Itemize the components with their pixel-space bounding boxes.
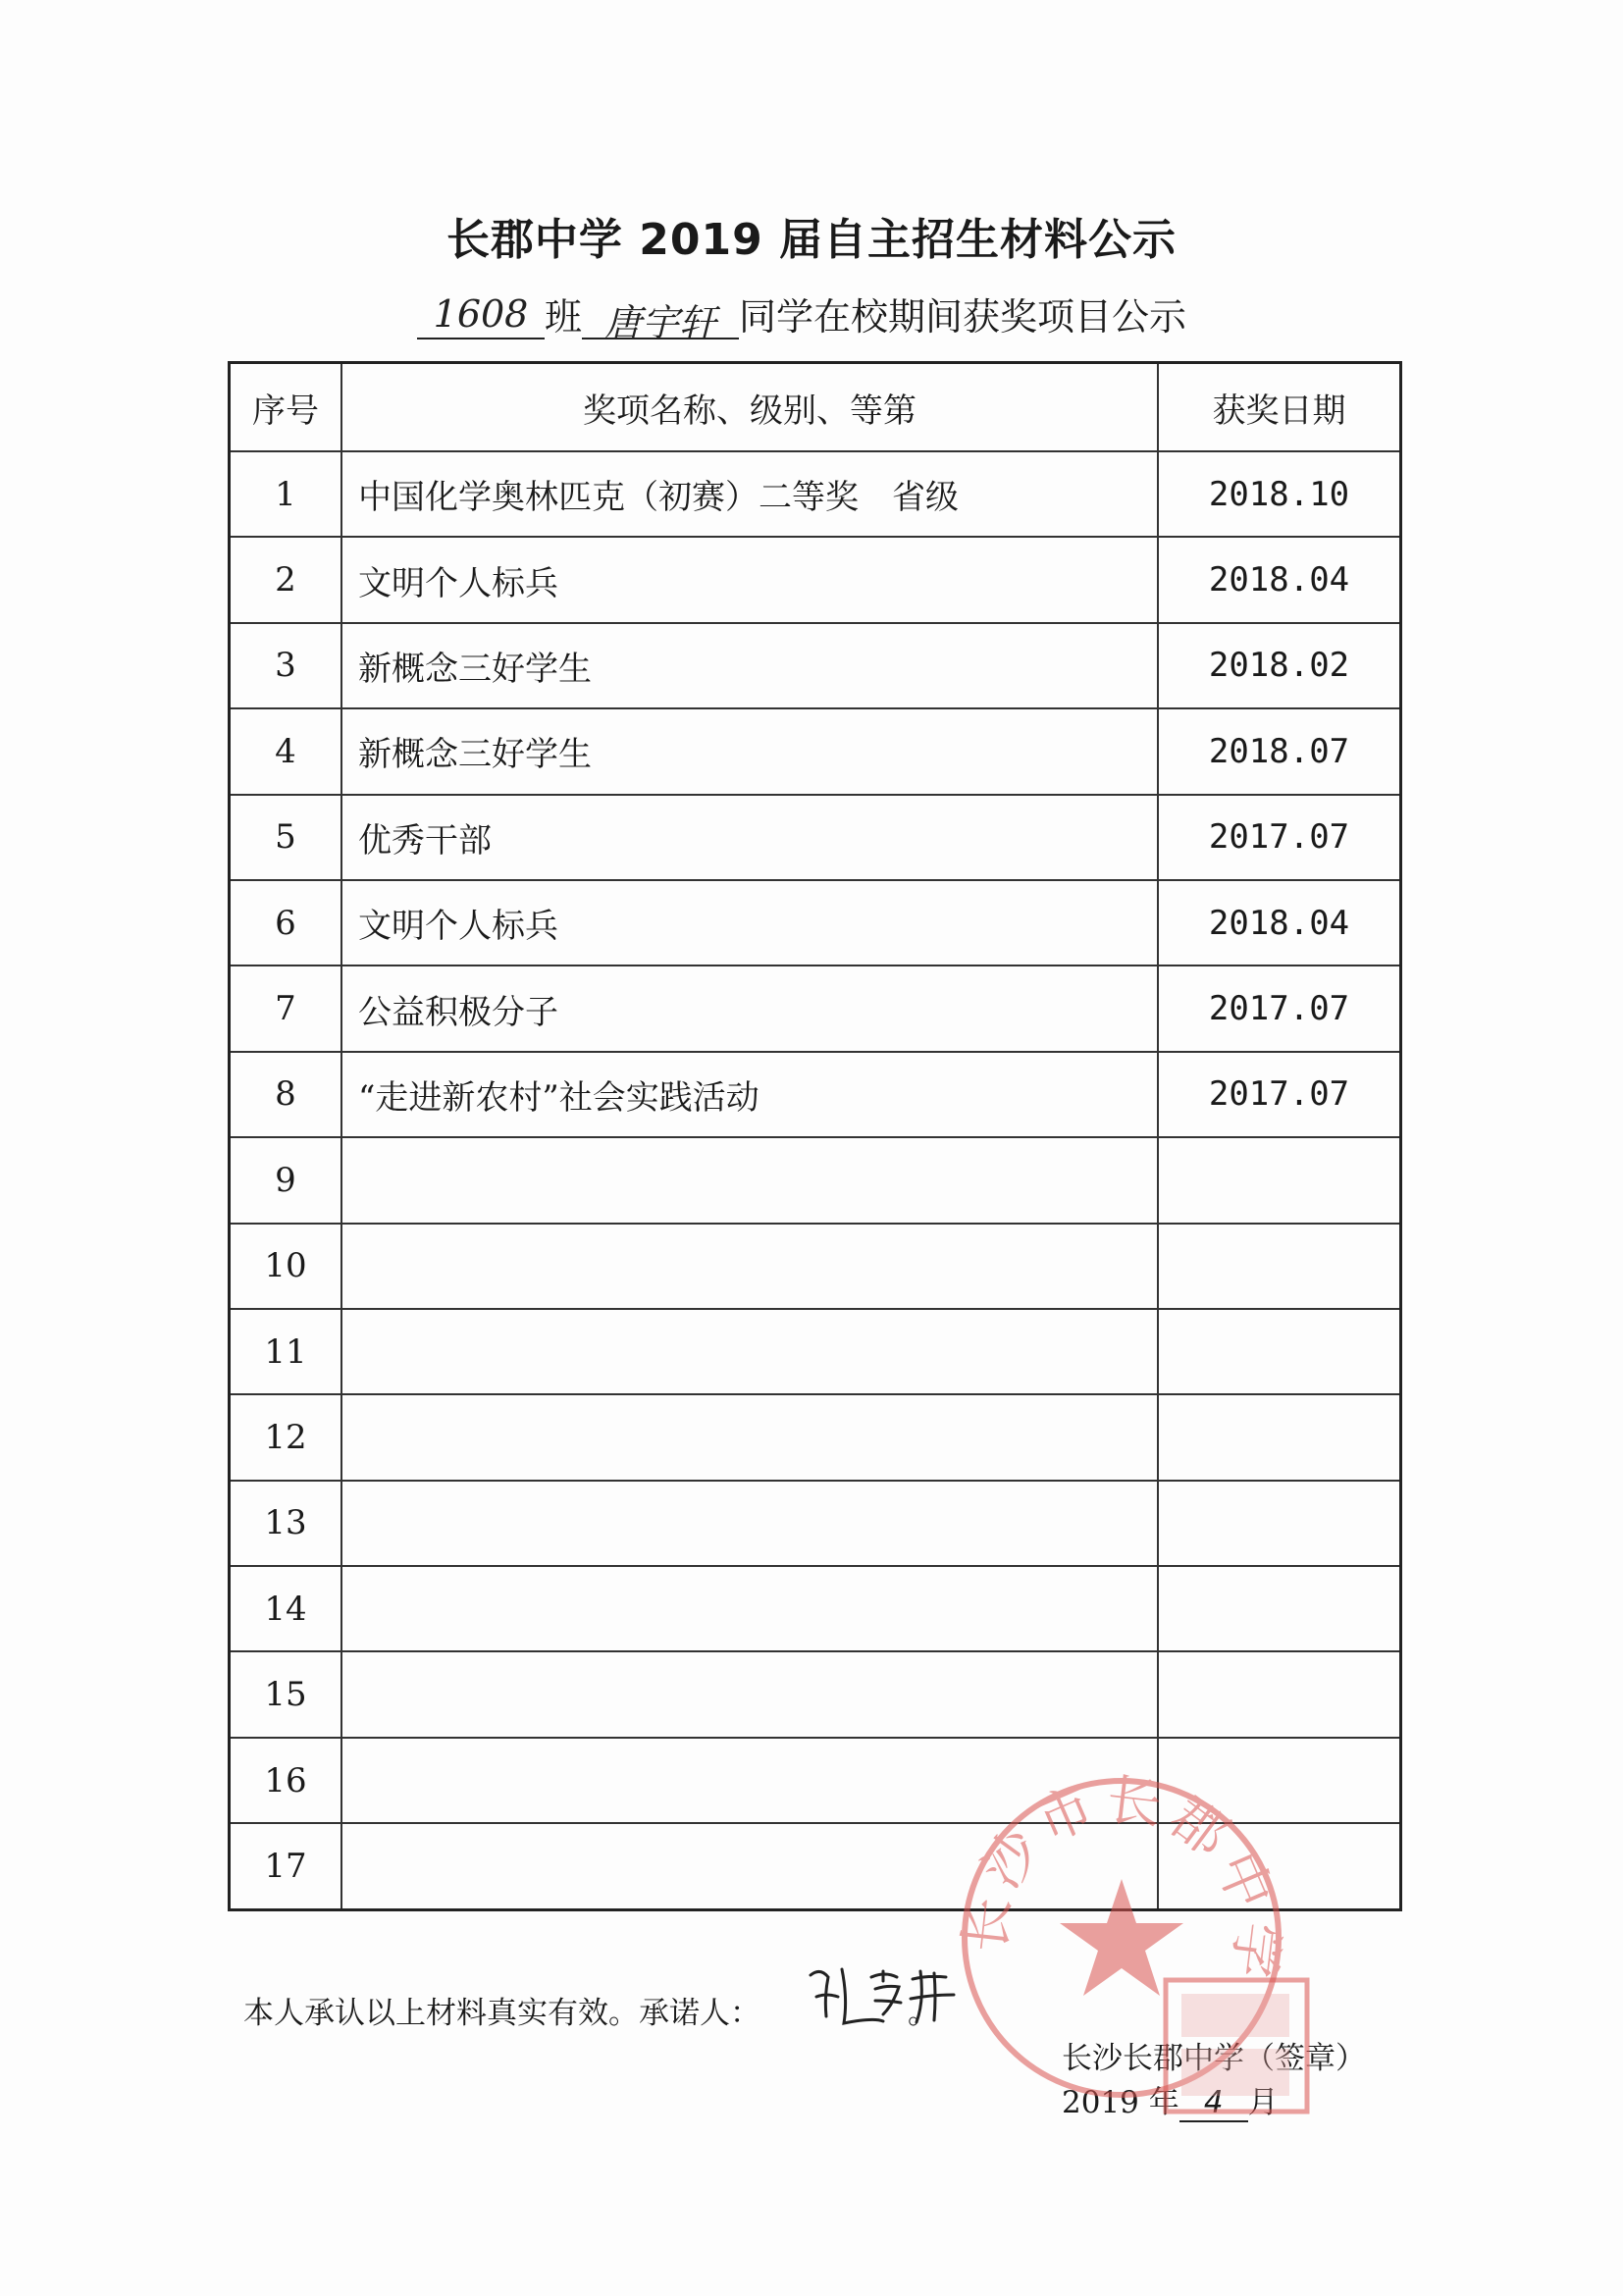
date-month-label: 月 [1247,2085,1279,2120]
row-award-name [341,1137,1158,1223]
row-index: 7 [230,965,342,1051]
row-award-name: “走进新农村”社会实践活动 [341,1052,1158,1137]
row-award-name [341,1823,1158,1909]
row-index: 9 [230,1137,342,1223]
row-award-name: 文明个人标兵 [341,880,1158,965]
table-row [230,1738,1401,1823]
row-index: 4 [230,708,342,794]
table-row [230,1309,1401,1394]
row-award-name [341,1481,1158,1566]
row-index: 5 [230,795,342,880]
row-index: 1 [230,451,342,537]
row-award-date [1158,1566,1401,1651]
header-award-name: 奖项名称、级别、等第 [341,363,1158,452]
row-index: 3 [230,623,342,708]
document-title: 长郡中学 2019 届自主招生材料公示 [445,215,1178,265]
table-row [230,1052,1401,1137]
table-row [230,537,1401,622]
header-index: 序号 [230,363,342,452]
row-index: 2 [230,537,342,622]
row-award-date [1158,1651,1401,1737]
row-award-date: 2017.07 [1158,1052,1401,1137]
table-row [230,1566,1401,1651]
row-award-name [341,1394,1158,1480]
row-award-name: 公益积极分子 [341,965,1158,1051]
class-number-field: 1608 [417,292,545,339]
class-suffix: 班 [545,295,583,339]
row-award-date: 2017.07 [1158,795,1401,880]
row-award-name [341,1651,1158,1737]
row-award-date: 2017.07 [1158,965,1401,1051]
table-row [230,1394,1401,1480]
table-row [230,880,1401,965]
row-award-date: 2018.04 [1158,537,1401,622]
row-award-date [1158,1309,1401,1394]
table-row [230,1651,1401,1737]
row-award-date [1158,1823,1401,1909]
row-award-name: 优秀干部 [341,795,1158,880]
table-row [230,1823,1401,1909]
subtitle-rest: 同学在校期间获奖项目公示 [739,295,1187,339]
row-index: 11 [230,1309,342,1394]
date-month-value: 4 [1179,2085,1248,2122]
table-row [230,708,1401,794]
row-index: 10 [230,1224,342,1309]
row-index: 15 [230,1651,342,1737]
row-index: 6 [230,880,342,965]
table-row [230,451,1401,537]
row-award-date: 2018.02 [1158,623,1401,708]
row-index: 12 [230,1394,342,1480]
row-award-name [341,1566,1158,1651]
row-index: 8 [230,1052,342,1137]
row-award-date: 2018.04 [1158,880,1401,965]
table-row [230,1137,1401,1223]
row-award-name: 新概念三好学生 [341,623,1158,708]
row-award-date [1158,1481,1401,1566]
awards-table [228,361,1402,1911]
row-award-name [341,1738,1158,1823]
row-index: 13 [230,1481,342,1566]
table-row [230,795,1401,880]
handwritten-signature [803,1957,969,2036]
header-award-date: 获奖日期 [1158,363,1401,452]
row-award-name: 中国化学奥林匹克（初赛）二等奖 省级 [341,451,1158,537]
row-award-date [1158,1224,1401,1309]
school-signature-line: 长沙长郡中学（签章） [1062,2041,1366,2076]
row-index: 17 [230,1823,342,1909]
row-award-date: 2018.10 [1158,451,1401,537]
signature-date [1062,2077,1279,2122]
row-award-date [1158,1738,1401,1823]
row-award-name [341,1224,1158,1309]
table-header-row [230,363,1401,452]
svg-text:长沙市长郡中学: 长沙市长郡中学 [953,1768,1290,1987]
pledge-end: 。 [908,1996,938,2031]
document-subtitle [417,292,1187,344]
row-award-date [1158,1394,1401,1480]
row-award-date [1158,1137,1401,1223]
row-index: 16 [230,1738,342,1823]
table-row [230,1481,1401,1566]
row-award-date: 2018.07 [1158,708,1401,794]
row-award-name: 新概念三好学生 [341,708,1158,794]
row-award-name [341,1309,1158,1394]
row-index: 14 [230,1566,342,1651]
pledge-text: 本人承认以上材料真实有效。承诺人： [243,1996,760,2031]
row-award-name: 文明个人标兵 [341,537,1158,622]
table-row [230,623,1401,708]
date-year: 2019 年 [1062,2085,1179,2120]
table-row [230,1224,1401,1309]
student-name-field: 唐宇轩 [582,292,739,339]
table-row [230,965,1401,1051]
